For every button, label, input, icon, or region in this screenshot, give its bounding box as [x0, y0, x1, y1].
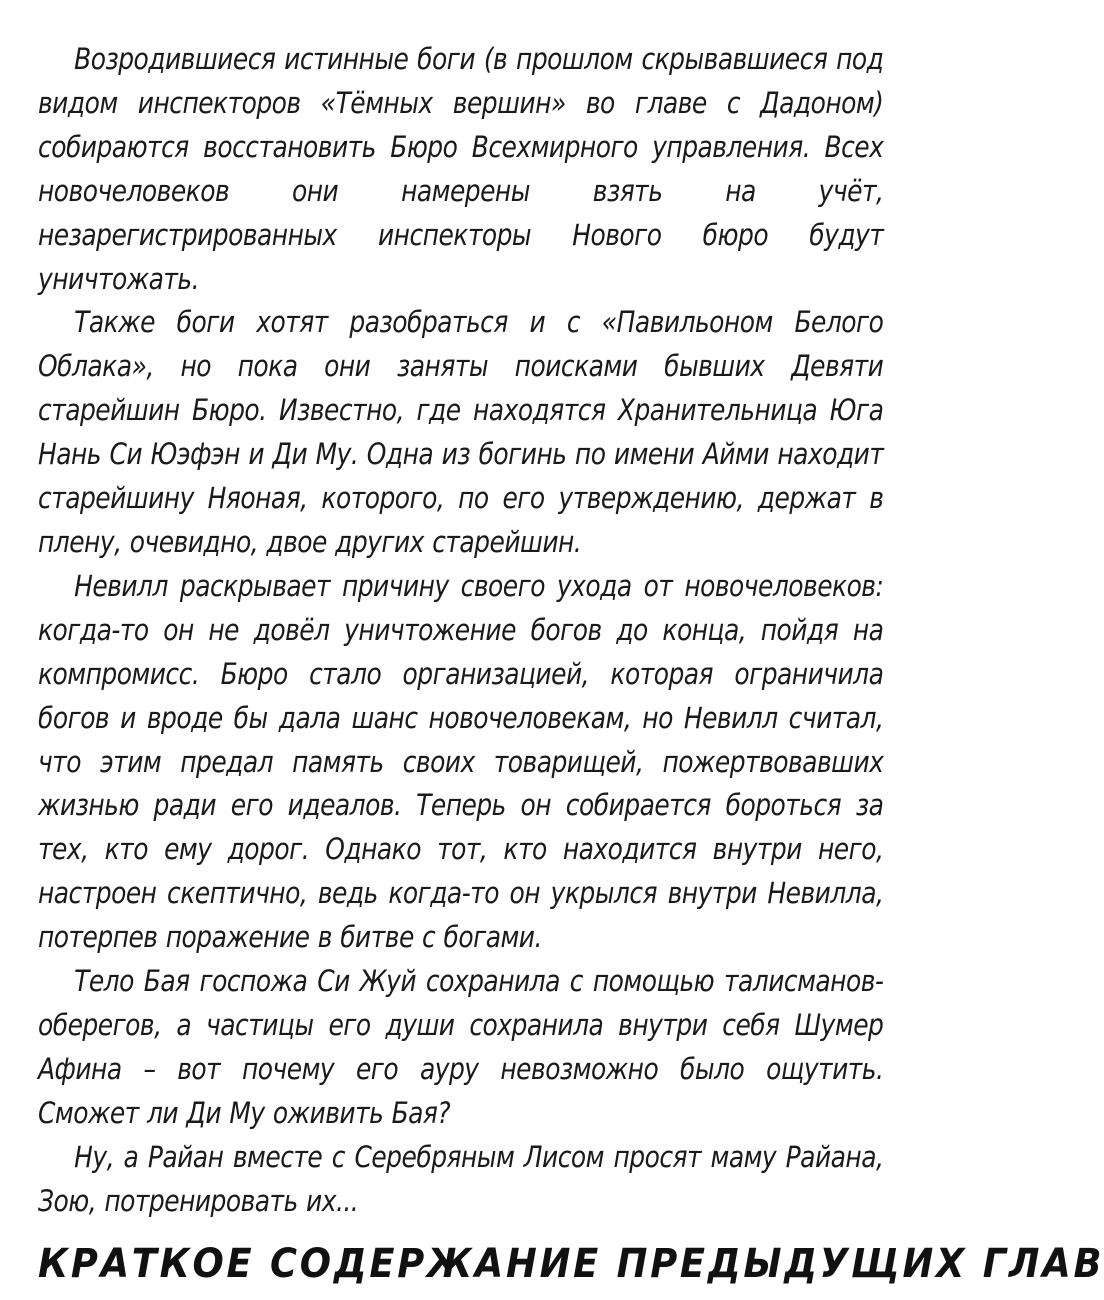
paragraph-5: Ну, а Райан вместе с Серебряным Лисом просят маму Райана, Зою, потренировать их... — [38, 1139, 884, 1218]
paragraph-2: Также боги хотят разобраться и с «Павильоном Белого Облака», но пока они заняты поисками бывших Девяти старейшин Бюро. Известно, где находятся Хранительница Юга Нань Си Юэфэн и Ди Му. Одна из богинь по имени Айми находит старейшину Няоная, которого, по его утверждению, держат в плену, очевидно, двое других старейшин. — [38, 305, 884, 559]
paragraph-4: Тело Бая госпожа Си Жуй сохранила с помощью талисманов-оберегов, а частицы его души сохранила внутри себя Шумер Афина – вот почему его ауру невозможно было ощутить. Сможет ли Ди Му оживить Бая? — [38, 964, 884, 1130]
summary-heading: КРАТКОЕ СОДЕРЖАНИЕ ПРЕДЫДУЩИХ ГЛАВ — [38, 1241, 1104, 1287]
summary-text — [38, 38, 884, 1223]
paragraph-3: Невилл раскрывает причину своего ухода от новочеловеков: когда-то он не довёл уничтожение богов до конца, пойдя на компромисс. Бюро стало организацией, которая ограничила богов и вроде бы дала шанс новочеловекам, но Невилл считал, что этим предал память своих товарищей, пожертвовавших жизнью ради его идеалов. Теперь он собирается бороться за тех, кто ему дорог. Однако тот, кто находится внутри него, настроен скептично, ведь когда-то он укрылся внутри Невилла, потерпев поражение в битве с богами. — [38, 568, 884, 955]
paragraph-1: Возродившиеся истинные боги (в прошлом скрывавшиеся под видом инспекторов «Тёмных вершин» во главе с Дадоном) собираются восстановить Бюро Всехмирного управления. Всех новочеловеков они намерены взять на учёт, незарегистрированных инспекторы Нового бюро будут уничтожать. — [38, 42, 884, 296]
